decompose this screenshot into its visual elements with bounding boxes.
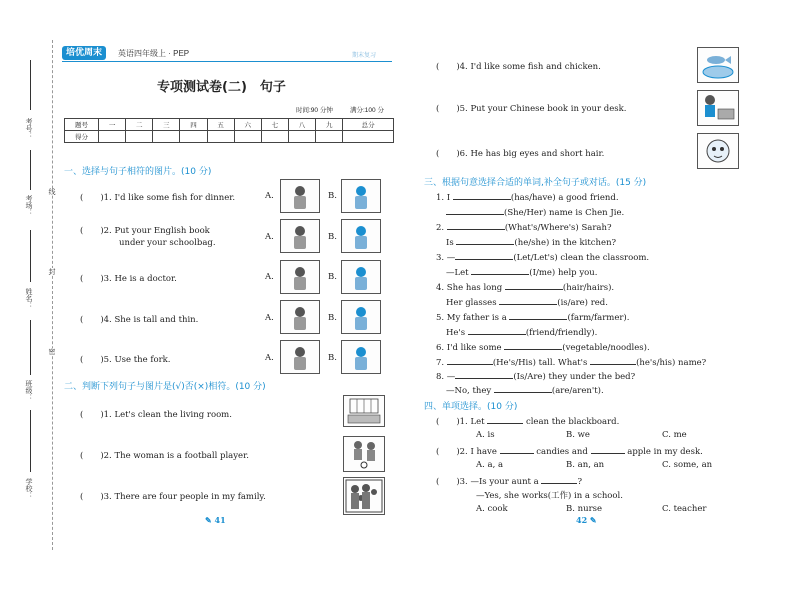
section2-title: 二、判断下列句子与图片是(√)否(×)相符。(10 分): [64, 382, 266, 392]
s4-q3-stem: [436, 475, 582, 487]
score-header-cell: 九: [316, 119, 343, 131]
s3-line-6: [446, 266, 597, 278]
score-input-cell[interactable]: [234, 131, 261, 143]
s4-q3-blank[interactable]: [541, 475, 577, 484]
s4-q1-option-c[interactable]: C. me: [662, 430, 687, 440]
s3-option: (She/Her): [504, 208, 547, 218]
s3-line-14: [446, 384, 604, 396]
s3-option: (vegetable/noodles): [562, 343, 647, 353]
s3-option: (he's/his): [636, 358, 676, 368]
s3-text: .: [611, 283, 615, 293]
s3-text: a good friend.: [555, 193, 619, 203]
s3-option: (Let/Let's): [513, 253, 558, 263]
s4-q2-option-a[interactable]: A. a, a: [476, 460, 504, 470]
label-kaohao: 考号：: [25, 118, 33, 139]
s3-blank[interactable]: [499, 296, 557, 305]
s3-option: (he/she): [514, 238, 550, 248]
s3-blank[interactable]: [471, 266, 529, 275]
rt-question-5: ( )5. Put your Chinese book in your desk.: [436, 104, 627, 114]
binding-word-feng: 封: [48, 268, 56, 275]
s4-q2-option-b[interactable]: B. an, an: [566, 460, 605, 470]
s4-q2-stem: [436, 445, 703, 457]
header-logo: [62, 46, 106, 60]
s3-option: (He's/His): [492, 358, 536, 368]
s4-q1-text: ( )1. Let: [436, 417, 488, 427]
s3-blank[interactable]: [453, 191, 511, 200]
header-subtitle: 英语四年级上 · PEP: [118, 49, 190, 58]
s3-option: (Is/Are): [513, 372, 546, 382]
tall-woman-picture: [280, 300, 320, 334]
s3-line-10: [446, 326, 597, 338]
s3-text: help you.: [555, 268, 598, 278]
s3-blank[interactable]: [494, 384, 552, 393]
s3-blank[interactable]: [447, 221, 505, 230]
s3-blank[interactable]: [590, 356, 636, 365]
s1-q2-option-b[interactable]: B.: [328, 232, 337, 242]
section1-title: 一、选择与句子相符的图片。(10 分): [64, 167, 212, 177]
s4-q3-text: ( )3. —Is your aunt a: [436, 477, 542, 487]
s1-q3-option-a[interactable]: A.: [265, 272, 274, 282]
full-score: 满分:100 分: [350, 107, 384, 114]
score-input-cell[interactable]: [261, 131, 288, 143]
header-rule: [62, 61, 392, 62]
boy-book-picture: [341, 219, 381, 253]
short-woman-picture: [341, 300, 381, 334]
s3-line-12: [436, 356, 706, 368]
s3-option: (hair/hairs): [562, 283, 612, 293]
score-header-cell: 七: [261, 119, 288, 131]
s3-blank[interactable]: [455, 370, 513, 379]
score-input-cell[interactable]: [316, 131, 343, 143]
brand-text: 培优周末: [66, 48, 103, 58]
s4-q1-stem: [436, 415, 619, 427]
s3-blank[interactable]: [468, 326, 526, 335]
s3-text: name is Chen Jie.: [546, 208, 625, 218]
s3-text: Sarah?: [578, 223, 612, 233]
score-header-cell: 八: [288, 119, 315, 131]
score-input-cell[interactable]: [99, 131, 126, 143]
s3-line-5: [436, 251, 649, 263]
s3-text: 7.: [436, 358, 447, 368]
score-header-cell: 六: [234, 119, 261, 131]
s3-option: (I/me): [529, 268, 556, 278]
s3-line-2: [446, 206, 624, 218]
s1-q5-option-a[interactable]: A.: [265, 353, 274, 363]
s2-question-2: ( )2. The woman is a football player.: [80, 451, 249, 461]
s3-text: 3. —: [436, 253, 456, 263]
score-input-cell[interactable]: [180, 131, 207, 143]
score-input-cell[interactable]: [153, 131, 180, 143]
s3-text: they under the bed?: [545, 372, 636, 382]
s2-question-1: ( )1. Let's clean the living room.: [80, 410, 232, 420]
field-kaohao[interactable]: [30, 60, 31, 110]
s3-option: (farm/farmer): [567, 313, 627, 323]
s1-question-2: ( )2. Put your English book: [80, 226, 210, 236]
score-header-cell: 一: [99, 119, 126, 131]
s1-question-1: ( )1. I'd like some fish for dinner.: [80, 193, 236, 203]
score-header-cell: 总分: [343, 119, 394, 131]
score-header-cell: 二: [126, 119, 153, 131]
s3-blank[interactable]: [447, 356, 493, 365]
s1-q5-option-b[interactable]: B.: [328, 353, 337, 363]
s3-line-11: [436, 341, 650, 353]
s4-q1-option-b[interactable]: B. we: [566, 430, 590, 440]
s4-q2-text3: apple in my desk.: [624, 447, 703, 457]
doctor-picture: [341, 260, 381, 294]
s1-q1-option-b[interactable]: B.: [328, 191, 337, 201]
s3-text: in the kitchen?: [549, 238, 617, 248]
s3-line-4: [446, 236, 616, 248]
binding-line: [52, 40, 53, 550]
section4-title: 四、单项选择。(10 分): [424, 402, 518, 412]
label-banji: 班级：: [25, 380, 33, 401]
rt-question-6: ( )6. He has big eyes and short hair.: [436, 149, 605, 159]
boy-eating-picture: [280, 340, 320, 374]
s1-question-3: ( )3. He is a doctor.: [80, 274, 177, 284]
s3-option: (has/have): [510, 193, 556, 203]
s1-q4-option-b[interactable]: B.: [328, 313, 337, 323]
s1-q1-option-a[interactable]: A.: [265, 191, 274, 201]
s3-text: 8. —: [436, 372, 456, 382]
s3-text: clean the classroom.: [557, 253, 650, 263]
s3-text: .: [646, 343, 650, 353]
s3-line-7: [436, 281, 614, 293]
label-kaochang: 考场：: [25, 195, 33, 216]
binding-word-mi: 密: [48, 348, 56, 355]
family-photo-picture: [343, 477, 385, 515]
boy-book-desk-picture: [697, 90, 739, 126]
s3-line-1: [436, 191, 619, 203]
s3-text: red.: [588, 298, 608, 308]
s3-option: (friend/friendly): [525, 328, 595, 338]
s4-q3-option-b[interactable]: B. nurse: [566, 504, 603, 514]
s1-question-4: ( )4. She is tall and thin.: [80, 315, 199, 325]
field-xingming[interactable]: [30, 230, 31, 282]
s3-text: .: [600, 386, 604, 396]
s3-option: (What's/Where's): [504, 223, 579, 233]
s2-question-3: ( )3. There are four people in my family.: [80, 492, 266, 502]
score-input-cell[interactable]: [126, 131, 153, 143]
s3-blank[interactable]: [504, 341, 562, 350]
s4-q1-blank[interactable]: [487, 415, 523, 424]
man-portrait-picture: [280, 260, 320, 294]
s3-text: .: [594, 328, 598, 338]
boy-desk-picture: [280, 219, 320, 253]
s3-text: 4. She has long: [436, 283, 505, 293]
page-num-right-text: 42: [576, 515, 588, 525]
score-header-cell: 四: [180, 119, 207, 131]
s3-line-9: [436, 311, 629, 323]
s4-q3-option-c[interactable]: C. teacher: [662, 504, 707, 514]
s4-q1-text2: clean the blackboard.: [523, 417, 620, 427]
s3-line-3: [436, 221, 612, 233]
s1-q4-option-a[interactable]: A.: [265, 313, 274, 323]
page-number-right: [576, 515, 597, 525]
s4-q2-option-c[interactable]: C. some, an: [662, 460, 713, 470]
label-xuexiao: 学校：: [25, 478, 33, 499]
s3-blank[interactable]: [446, 206, 504, 215]
pencil-icon: ✎: [587, 515, 597, 525]
pencil-icon: ✎: [205, 515, 215, 525]
s3-text: 6. I'd like some: [436, 343, 505, 353]
score-header-cell: 五: [207, 119, 234, 131]
s4-q2-blank1[interactable]: [500, 445, 534, 454]
field-xuexiao[interactable]: [30, 410, 31, 472]
s4-q3-line2: —Yes, she works(工作) in a school.: [476, 491, 623, 501]
s1-q3-option-b[interactable]: B.: [328, 272, 337, 282]
s4-q3-option-a[interactable]: A. cook: [476, 504, 508, 514]
score-table: [64, 118, 394, 143]
s3-blank[interactable]: [505, 281, 563, 290]
s3-text: .: [626, 313, 630, 323]
s3-text: Is: [446, 238, 457, 248]
s3-blank[interactable]: [455, 251, 513, 260]
s3-line-8: [446, 296, 608, 308]
s3-blank[interactable]: [456, 236, 514, 245]
score-input-cell[interactable]: [288, 131, 315, 143]
s3-text: 5. My father is a: [436, 313, 510, 323]
bowl-picture: [280, 179, 320, 213]
s3-option: (are/aren't): [551, 386, 601, 396]
s3-text: 1. I: [436, 193, 453, 203]
s3-text: —No, they: [446, 386, 494, 396]
s4-q2-text2: candies and: [533, 447, 591, 457]
s4-q2-blank2[interactable]: [591, 445, 625, 454]
page-number-left: [205, 515, 226, 525]
girl-eating-picture: [341, 340, 381, 374]
rt-question-4: ( )4. I'd like some fish and chicken.: [436, 62, 601, 72]
s3-option: (is/are): [557, 298, 589, 308]
s1-question-2-line2: under your schoolbag.: [119, 238, 216, 248]
s4-q3-text2: ?: [577, 477, 582, 487]
header-tag: 期末复习: [352, 52, 377, 59]
s3-text: —Let: [446, 268, 472, 278]
s4-q1-option-a[interactable]: A. is: [476, 430, 495, 440]
s4-q2-text: ( )2. I have: [436, 447, 500, 457]
label-xingming: 姓名：: [25, 288, 33, 309]
section3-title: 三、根据句意选择合适的单词,补全句子或对话。(15 分): [424, 178, 647, 188]
page-title: 专项测试卷(二) 句子: [157, 80, 286, 95]
s3-text: He's: [446, 328, 468, 338]
football-picture: [343, 436, 385, 472]
score-input-cell[interactable]: [207, 131, 234, 143]
binding-word-xian: 线: [48, 188, 56, 195]
s1-q2-option-a[interactable]: A.: [265, 232, 274, 242]
s1-question-5: ( )5. Use the fork.: [80, 355, 171, 365]
fish-chicken-picture: [697, 47, 739, 83]
s3-text: 2.: [436, 223, 447, 233]
page-num-left-text: 41: [214, 515, 226, 525]
score-header-cell: 三: [153, 119, 180, 131]
baby-face-picture: [697, 133, 739, 169]
s3-line-13: [436, 370, 635, 382]
time-limit: 时间:90 分钟: [296, 107, 333, 114]
field-kaochang[interactable]: [30, 150, 31, 190]
field-banji[interactable]: [30, 320, 31, 375]
s3-text: Her glasses: [446, 298, 500, 308]
s3-blank[interactable]: [509, 311, 567, 320]
score-input-cell[interactable]: [343, 131, 394, 143]
score-row-label: 得分: [65, 131, 99, 143]
living-room-picture: [343, 395, 385, 427]
score-header-label: 题号: [65, 119, 99, 131]
s3-text: name?: [675, 358, 707, 368]
s3-text: tall. What's: [535, 358, 591, 368]
fish-plate-picture: [341, 179, 381, 213]
